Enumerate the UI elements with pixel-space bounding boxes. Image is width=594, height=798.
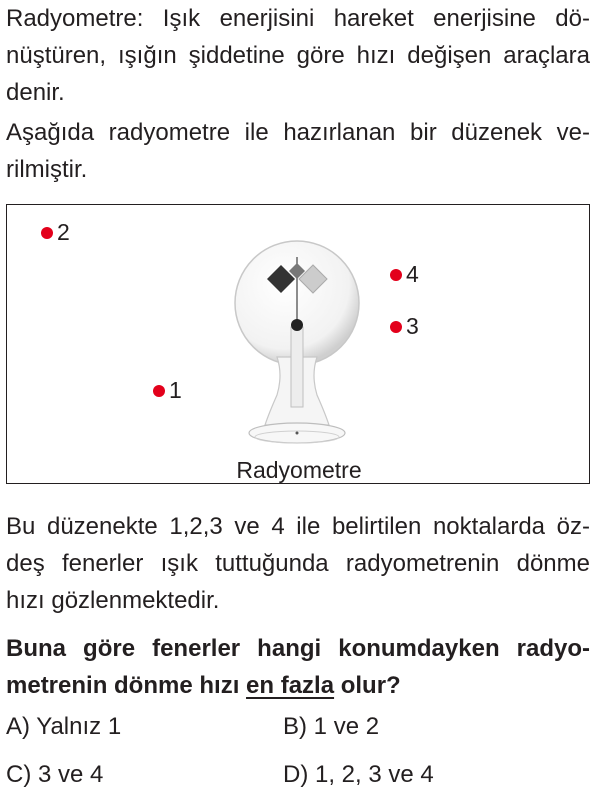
point-label: 4: [406, 261, 419, 287]
choice-text: Yalnız 1: [36, 713, 122, 740]
point-2: [41, 219, 70, 246]
question-line-1: Buna göre fenerler hangi konumdayken radyo-: [6, 635, 590, 662]
question-emphasis: en fazla: [246, 672, 335, 699]
choice-c[interactable]: [6, 760, 103, 790]
question: [6, 630, 590, 704]
point-label: 1: [169, 377, 182, 403]
radiometer-figure: [6, 204, 590, 484]
setup-line-1: Aşağıda radyometre ile hazırlanan bir düzenek ve-: [6, 119, 590, 146]
intro-line-1: Radyometre: Işık enerjisini hareket enerjisine dö-: [6, 5, 590, 32]
red-dot-icon: [390, 321, 402, 333]
body-line-3: hızı gözlenmektedir.: [6, 587, 220, 614]
choice-text: 1, 2, 3 ve 4: [315, 761, 434, 788]
body-line-1: Bu düzenekte 1,2,3 ve 4 ile belirtilen noktalarda öz-: [6, 513, 590, 540]
choice-a[interactable]: [6, 712, 121, 742]
setup-paragraph: [6, 114, 590, 188]
red-dot-icon: [153, 385, 165, 397]
question-text-post: olur?: [334, 672, 401, 699]
choice-text: 1 ve 2: [313, 713, 380, 740]
choice-letter: B): [283, 713, 307, 740]
point-label: 3: [406, 313, 419, 339]
point-1: [153, 377, 182, 404]
intro-line-3: denir.: [6, 79, 65, 106]
intro-paragraph: [6, 0, 590, 111]
figure-caption: Radyometre: [236, 457, 362, 483]
choice-letter: A): [6, 713, 30, 740]
choice-b[interactable]: [283, 712, 379, 742]
red-dot-icon: [41, 227, 53, 239]
red-dot-icon: [390, 269, 402, 281]
point-3: [390, 313, 419, 340]
choice-letter: C): [6, 761, 32, 788]
setup-line-2: rilmiştir.: [6, 156, 88, 183]
body-line-2: deş fenerler ışık tuttuğunda radyometrenin dönme: [6, 550, 590, 577]
choice-letter: D): [283, 761, 309, 788]
question-line-2: [6, 667, 590, 704]
radiometer-illustration: [7, 205, 591, 485]
intro-line-2: nüştüren, ışığın şiddetine göre hızı değişen araçlara: [6, 42, 590, 69]
body-paragraph: [6, 508, 590, 619]
point-label: 2: [57, 219, 70, 245]
choice-text: 3 ve 4: [38, 761, 104, 788]
choice-d[interactable]: [283, 760, 434, 790]
question-text-pre: metrenin dönme hızı: [6, 672, 247, 699]
point-4: [390, 261, 419, 288]
